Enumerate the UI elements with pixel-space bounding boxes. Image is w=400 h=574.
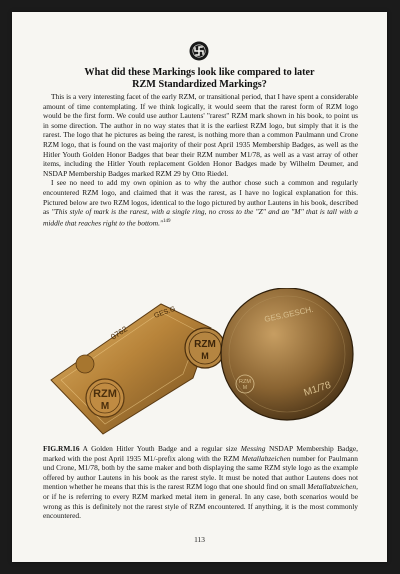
- badges-photo: [43, 288, 361, 436]
- lautens-quote: "This style of mark is the rarest, with a single ring, no cross to the "Z" and an "M" that is tall with a middle that reaches right to the bottom.": [43, 207, 358, 228]
- caption-text-1: A Golden Hitler Youth Badge and a regular size: [79, 444, 241, 453]
- paragraph-2-text: I see no need to add my own opinion as to why the author chose such a common and regularly encountered RZM logo, and claimed that it was the rarest, as I have no logical explanation for this. Pictured below are two RZM logos, identical to the logo pictured by author Lautens in his book, described as: [43, 178, 358, 217]
- heading-line-1: What did these Markings look like compared to later: [84, 67, 315, 78]
- figure-caption: [43, 444, 358, 521]
- section-heading: [42, 67, 357, 91]
- caption-italic-1: Messing: [240, 444, 266, 453]
- caption-text-4: , or if he is referring to every RZM marked metal item in general. In any case, both scenarios would be wrong as this is definitely not the rarest style of RZM encountered. If anything, it is the most commonly encountered.: [43, 482, 358, 521]
- center-logo-m: M: [201, 351, 209, 361]
- figure-label: FIG.RM.16: [43, 444, 80, 453]
- right-logo-m: M: [242, 385, 248, 391]
- caption-text-2: NSDAP Membership Badge, marked with the post April 1935 M1/-prefix along with the RZM: [43, 444, 358, 463]
- left-serial: 0762: [109, 324, 130, 342]
- emblem-icon: [189, 41, 209, 61]
- nsdap-membership-badge: [221, 288, 353, 420]
- hitler-youth-badge: [51, 304, 225, 434]
- left-logo-rzm: RZM: [93, 388, 117, 400]
- book-page: [12, 12, 387, 562]
- footnote-marker: 149: [163, 218, 171, 224]
- center-logo-rzm: RZM: [194, 339, 216, 350]
- heading-line-2: RZM Standardized Markings?: [132, 79, 267, 90]
- paragraph-1: This is a very interesting facet of the early RZM, or transitional period, that I have spent a considerable amount of time contemplating. If we think logically, it would seem that the rarest form of RZM logo would be the first form. We could use author Lautens' "rarest" RZM mark shown in his book, to point us in some direction. The author in no way states that it is the earliest RZM logo, but simply that it is the rarest. The logo that he pictures as being the rarest, is nothing more than a common Paulmann und Crone RZM logo, that is found on the vast majority of their post April 1935 Membership Badges, as well as the Hitler Youth Golden Honor Badges that bear their RZM number M1/78, as well as a vast array of other items, including the Hitler Youth replacement Golden Honor Badges made by Wilhelm Deumer, and NSDAP Membership Badges marked RZM 29 by Otto Riedel.: [43, 92, 358, 178]
- page-number: 113: [194, 535, 205, 544]
- right-maker-number: M1/78: [302, 379, 333, 399]
- caption-text-3: number for Paulmann und Crone, M1/78, both by the same maker and both displaying the same RZM style logo as the example offered by author Lautens in his book as the rarest style. It must be noted that author Lautens does not mention whether he means that this is the rarest RZM logo that one should find on small: [43, 453, 359, 492]
- body-text: [43, 92, 358, 228]
- caption-italic-3: Metallabzeichen: [307, 482, 357, 492]
- paragraph-2: [43, 178, 358, 227]
- right-logo-rzm: RZM: [239, 379, 251, 385]
- left-ges-mark: GES.G: [153, 305, 177, 320]
- caption-italic-2: Metallabzeichen: [241, 453, 291, 463]
- left-logo-m: M: [100, 401, 110, 412]
- right-ges-mark: GES.GESCH.: [263, 304, 315, 324]
